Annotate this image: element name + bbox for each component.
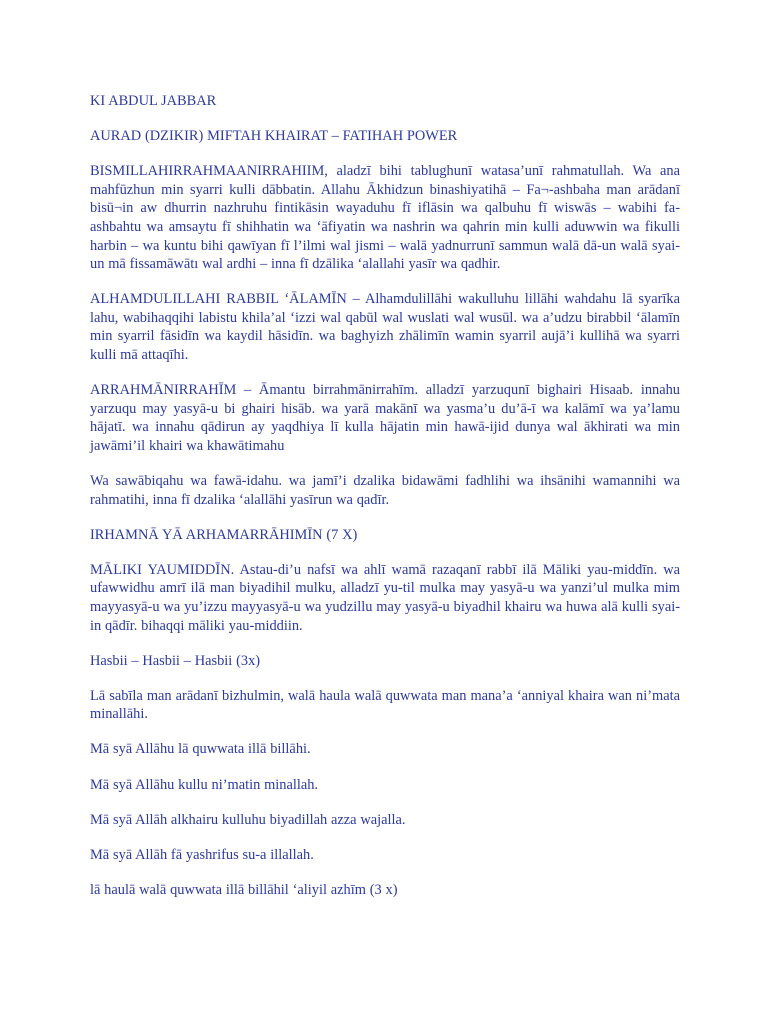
paragraph-alhamdulillah: ALHAMDULILLAHI RABBIL ‘ĀLAMĪN – Alhamdulillāhi wakulluhu lillāhi wahdahu lā syarīka lahu, wabihaqqihi labistu khila’al ‘izzi wal qabūl wal wuslati wal wusūl. wa a’udzu birabbil ‘ālamīn min syarril fāsidīn wa kaydil hāsidīn. wa baghyizh zhālimīn wamin syarril aujā’i kullihā wa syarri kulli mā attaqīhi. [90,291,680,364]
paragraph-maliki: MĀLIKI YAUMIDDĪN. Astau-di’u nafsī wa ahlī wamā razaqanī rabbī ilā Māliki yau-middīn. wa ufawwidhu amrī ilā man biyadihil mulku, alladzī yu-til mulka may yasyā-u wa yanzi’ul mulka mim mayyasyā-u wa yu’izzu mayyasyā-u wa yudzillu may yasyā-u biyadhil khairu wa huwa alā kulli syai-in qādīr. bihaqqi māliki yau-middiin. [90,561,680,634]
document-subtitle: AURAD (DZIKIR) MIFTAH KHAIRAT – FATIHAH POWER [90,128,458,145]
paragraph-irhamna: IRHAMNĀ YĀ ARHAMARRĀHIMĪN (7 X) [90,526,358,543]
paragraph-masya-4: Mā syā Allāh fā yashrifus su-a illallah. [90,846,314,863]
paragraph-bismillah: BISMILLAHIRRAHMAANIRRAHIIM, aladzī bihi tablughunī watasa’unī rahmatullah. Wa ana mahfūzhun min syarri kulli dābbatin. Allahu Ākhidzun binashiyatihā – Fa¬-ashbaha man arādanī bisū¬in aw dhurrin nazhruhu fintikāsin wayaduhu fī iflāsin wa qalbuhu fī wiswās – wabihi fa-ashbahtu wa amsaytu fī shihhatin wa ‘āfiyatin wa nashrin wa qahrin min kulli aduwwin wa fikulli harbin – wa kuntu bihi qawīyan fī l’ilmi wal jismi – walā yadnurrunī sammun walā dā-un walā syai-un mā fissamāwātı wal ardhi – inna fī dzālika ‘alallahi yasīr wa qadhir. [90,163,680,273]
document-title: KI ABDUL JABBAR [90,93,217,109]
paragraph-hasbii: Hasbii – Hasbii – Hasbii (3x) [90,652,261,669]
paragraph-la-haula: lā haulā walā quwwata illā billāhil ‘aliyil azhīm (3 x) [90,881,398,898]
paragraph-masya-3: Mā syā Allāh alkhairu kulluhu biyadillah azza wajalla. [90,811,406,828]
paragraph-arrahmanirrahim: ARRAHMĀNIRRAHĪM – Āmantu birrahmānirrahīm. alladzī yarzuqunī bighairi Hisaab. innahu yarzuqu may yasyā-u bi ghairi hisāb. wa yarā makānī wa yasma’u du’ā-ī wa kalāmī wa ya’lamu hājatī. wa innahu qādirun ay yaqdhiya lī kulla hājatin min hawā-ijid dunya wal ākhirati wa min jawāmi’il khairi wa khawātimahu [90,382,680,454]
document-body [90,92,680,916]
paragraph-sawabiqahu: Wa sawābiqahu wa fawā-idahu. wa jamī’i dzalika bidawāmi fadhlihi wa ihsānihi wamannihi wa rahmatihi, inna fī dzalika ‘alallāhi yasīrun wa qadīr. [90,473,680,508]
paragraph-masya-1: Mā syā Allāhu lā quwwata illā billāhi. [90,741,311,758]
paragraph-masya-2: Mā syā Allāhu kullu ni’matin minallah. [90,776,319,793]
paragraph-la-sabila: Lā sabīla man arādanī bizhulmin, walā haula walā quwwata man mana’a ‘anniyal khaira wan ni’mata minallāhi. [90,687,680,723]
